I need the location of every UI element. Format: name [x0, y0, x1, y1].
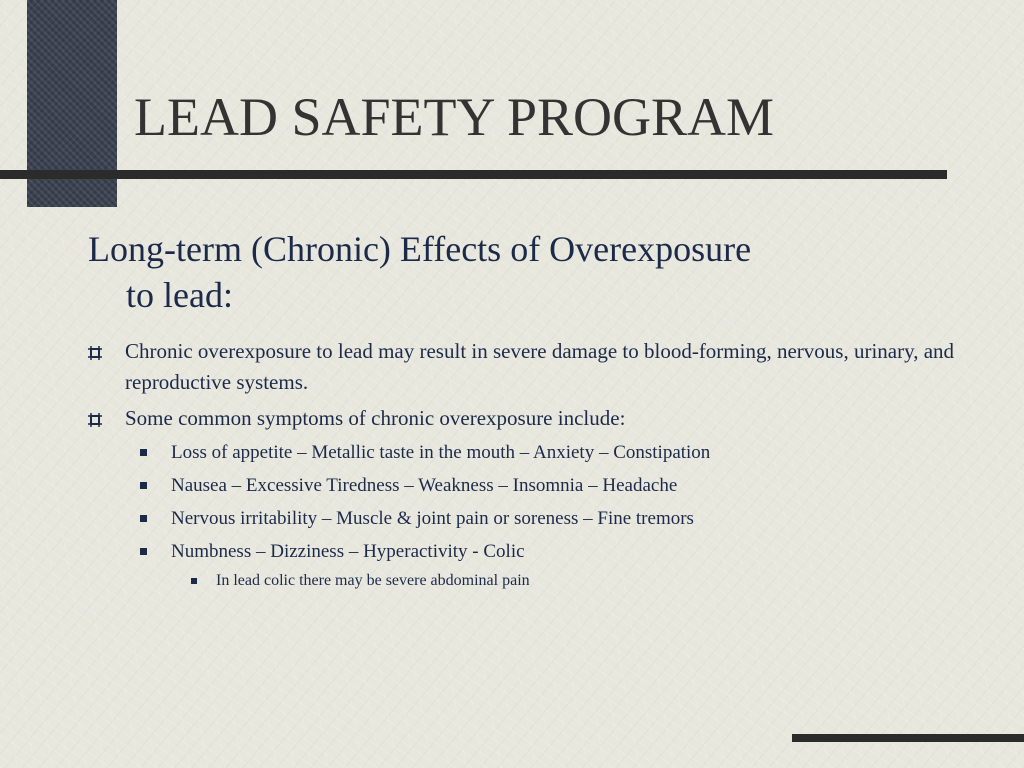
hash-square-bullet-icon: [88, 346, 102, 360]
sub-bullet-item: Numbness – Dizziness – Hyperactivity - Colic: [171, 541, 525, 562]
hash-square-bullet-icon: [88, 413, 102, 427]
sub-bullet-item: Nausea – Excessive Tiredness – Weakness – Insomnia – Headache: [171, 475, 678, 496]
title-divider-rule: [0, 170, 947, 179]
section-heading: [88, 226, 968, 318]
section-heading-line-2: to lead:: [126, 275, 233, 315]
sub-sub-bullet-item: In lead colic there may be severe abdominal pain: [216, 572, 530, 589]
square-bullet-icon: [191, 578, 197, 584]
square-bullet-icon: [140, 482, 147, 489]
square-bullet-icon: [140, 449, 147, 456]
square-bullet-icon: [140, 548, 147, 555]
sub-bullet-item: Loss of appetite – Metallic taste in the mouth – Anxiety – Constipation: [171, 442, 711, 463]
footer-divider-rule: [792, 734, 1024, 742]
sub-bullet-item: Nervous irritability – Muscle & joint pain or soreness – Fine tremors: [171, 508, 694, 529]
section-heading-line-1: Long-term (Chronic) Effects of Overexposure: [88, 229, 752, 269]
bullet-item: Chronic overexposure to lead may result in severe damage to blood-forming, nervous, urinary, and reproductive systems.: [125, 339, 955, 394]
slide-title: LEAD SAFETY PROGRAM: [134, 87, 775, 147]
square-bullet-icon: [140, 515, 147, 522]
bullet-item: Some common symptoms of chronic overexposure include:: [125, 406, 626, 430]
